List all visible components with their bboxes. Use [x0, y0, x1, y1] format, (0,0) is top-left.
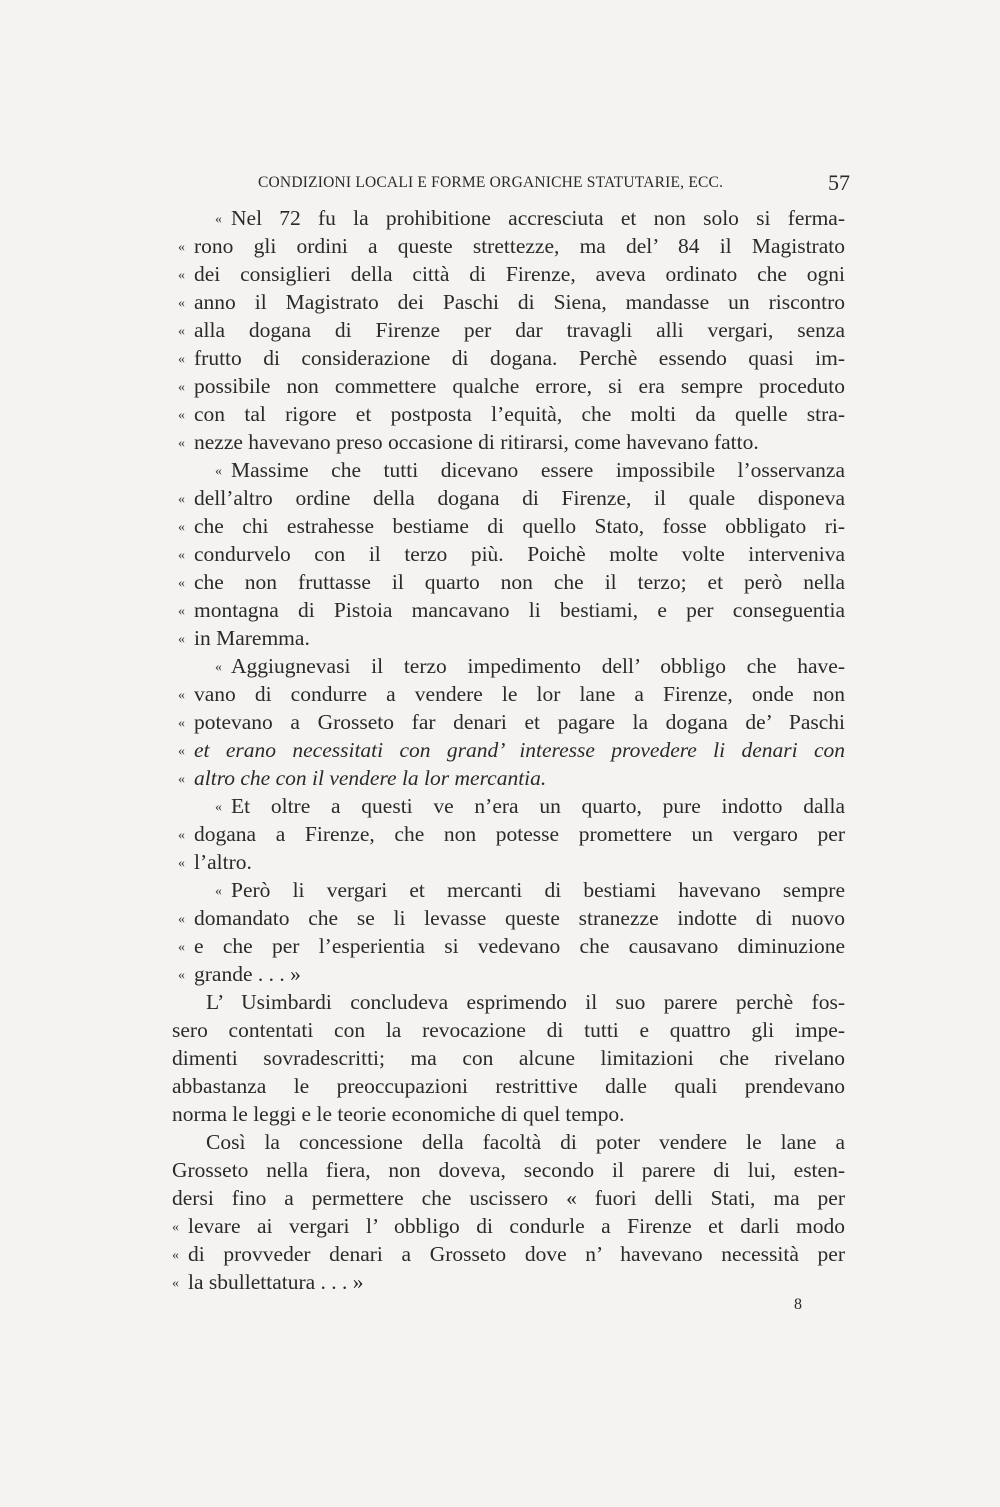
quote-mark: «: [178, 744, 185, 759]
text-line: [172, 1184, 845, 1212]
line-text: rono gli ordini a queste strettezze, ma del’ 84 il Magistrato: [194, 234, 845, 258]
text-line: [178, 316, 845, 346]
quote-mark: «: [178, 576, 185, 591]
text-line: [178, 596, 845, 626]
line-text: Massime che tutti dicevano essere impossibile l’osservanza: [231, 458, 845, 482]
quote-mark: «: [178, 772, 185, 787]
quote-mark: «: [215, 884, 222, 899]
line-text: domandato che se li levasse queste stranezze indotte di nuovo: [194, 906, 845, 930]
line-text: dogana a Firenze, che non potesse promettere un vergaro per: [194, 822, 845, 846]
line-text: Però li vergari et mercanti di bestiami havevano sempre: [231, 878, 845, 902]
page-number: 57: [828, 170, 850, 195]
text-line: [178, 540, 845, 570]
quote-mark: «: [178, 380, 185, 395]
quote-mark: «: [178, 632, 185, 647]
text-line: [178, 904, 845, 934]
line-text: altro che con il vendere la lor mercantia.: [194, 766, 547, 790]
quote-mark: «: [178, 268, 185, 283]
quote-mark: «: [178, 492, 185, 507]
text-line: [172, 1240, 845, 1270]
line-text: la sbullettatura . . . »: [188, 1270, 364, 1294]
text-line: [178, 848, 845, 878]
text-line: [172, 1212, 845, 1242]
text-line: [215, 792, 845, 822]
line-text: che chi estrahesse bestiame di quello Stato, fosse obbligato ri-: [194, 514, 845, 538]
quote-mark: «: [178, 408, 185, 423]
quote-mark: «: [215, 660, 222, 675]
text-line: [178, 680, 845, 710]
text-line: [178, 344, 845, 374]
line-text: Grosseto nella fiera, non doveva, secondo il parere di lui, esten-: [172, 1158, 845, 1182]
quote-mark: «: [178, 688, 185, 703]
text-line: [178, 232, 845, 262]
text-line: [178, 764, 845, 794]
line-text: alla dogana di Firenze per dar travagli alli vergari, senza: [194, 318, 845, 342]
quote-mark: «: [178, 968, 185, 983]
line-text: che non fruttasse il quarto non che il terzo; et però nella: [194, 570, 845, 594]
quote-mark: «: [178, 436, 185, 451]
line-text: nezze havevano preso occasione di ritirarsi, come havevano fatto.: [194, 430, 759, 454]
quote-mark: «: [178, 856, 185, 871]
text-line: [178, 400, 845, 430]
quote-mark: «: [178, 548, 185, 563]
text-line: [215, 652, 845, 682]
text-line: [178, 932, 845, 962]
line-text: et erano necessitati con grand’ interesse provedere li denari con: [194, 738, 845, 762]
quote-mark: «: [178, 912, 185, 927]
running-title: CONDIZIONI LOCALI E FORME ORGANICHE STATUTARIE, ECC.: [258, 174, 724, 191]
quote-mark: «: [172, 1248, 179, 1263]
quote-mark: «: [178, 324, 185, 339]
line-text: norma le leggi e le teorie economiche di quel tempo.: [172, 1102, 625, 1126]
line-text: dei consiglieri della città di Firenze, aveva ordinato che ogni: [194, 262, 845, 286]
text-line: [178, 428, 845, 458]
line-text: frutto di considerazione di dogana. Perchè essendo quasi im-: [194, 346, 845, 370]
line-text: vano di condurre a vendere le lor lane a Firenze, onde non: [194, 682, 845, 706]
signature-mark: 8: [794, 1296, 802, 1313]
line-text: l’altro.: [194, 850, 252, 874]
text-line: [215, 876, 845, 906]
quote-mark: «: [178, 940, 185, 955]
text-line: [178, 288, 845, 318]
line-text: dimenti sovradescritti; ma con alcune limitazioni che rivelano: [172, 1046, 845, 1070]
text-line: [178, 736, 845, 766]
line-text: Nel 72 fu la prohibitione accresciuta et non solo si ferma-: [231, 206, 845, 230]
line-text: grande . . . »: [194, 962, 301, 986]
quote-mark: «: [172, 1220, 179, 1235]
text-line: [178, 260, 845, 290]
quote-mark: «: [172, 1276, 179, 1291]
running-head: [258, 170, 850, 196]
text-line: [172, 1156, 845, 1184]
line-text: abbastanza le preoccupazioni restrittive dalle quali prendevano: [172, 1074, 845, 1098]
text-line: [206, 988, 845, 1016]
text-line: [172, 1268, 845, 1298]
text-line: [172, 1044, 845, 1072]
quote-mark: «: [215, 464, 222, 479]
line-text: possibile non commettere qualche errore, si era sempre proceduto: [194, 374, 845, 398]
text-line: [206, 1128, 845, 1156]
quote-mark: «: [215, 212, 222, 227]
text-line: [178, 708, 845, 738]
line-text: Et oltre a questi ve n’era un quarto, pure indotto dalla: [231, 794, 845, 818]
text-line: [178, 484, 845, 514]
text-line: [178, 820, 845, 850]
text-line: [178, 512, 845, 542]
line-text: dell’altro ordine della dogana di Firenze, il quale disponeva: [194, 486, 845, 510]
line-text: sero contentati con la revocazione di tutti e quattro gli impe-: [172, 1018, 845, 1042]
quote-mark: «: [178, 520, 185, 535]
line-text: in Maremma.: [194, 626, 310, 650]
quote-mark: «: [178, 352, 185, 367]
quote-mark: «: [178, 716, 185, 731]
quote-mark: «: [178, 240, 185, 255]
line-text: dersi fino a permettere che uscissero « fuori delli Stati, ma per: [172, 1186, 845, 1210]
line-text: e che per l’esperientia si vedevano che causavano diminuzione: [194, 934, 845, 958]
line-text: potevano a Grosseto far denari et pagare la dogana de’ Paschi: [194, 710, 845, 734]
line-text: Aggiugnevasi il terzo impedimento dell’ obbligo che have-: [231, 654, 845, 678]
line-text: con tal rigore et postposta l’equità, che molti da quelle stra-: [194, 402, 845, 426]
line-text: condurvelo con il terzo più. Poichè molte volte interveniva: [194, 542, 845, 566]
line-text: L’ Usimbardi concludeva esprimendo il suo parere perchè fos-: [206, 990, 845, 1014]
line-text: Così la concessione della facoltà di poter vendere le lane a: [206, 1130, 845, 1154]
text-line: [178, 624, 845, 654]
line-text: levare ai vergari l’ obbligo di condurle a Firenze et darli modo: [188, 1214, 845, 1238]
text-line: [172, 1016, 845, 1044]
text-line: [215, 456, 845, 486]
quote-mark: «: [178, 296, 185, 311]
text-line: [178, 372, 845, 402]
line-text: montagna di Pistoia mancavano li bestiami, e per conseguentia: [194, 598, 845, 622]
text-line: [178, 568, 845, 598]
quote-mark: «: [215, 800, 222, 815]
line-text: anno il Magistrato dei Paschi di Siena, mandasse un riscontro: [194, 290, 845, 314]
text-line: [215, 204, 845, 234]
text-line: [178, 960, 845, 990]
line-text: di provveder denari a Grosseto dove n’ havevano necessità per: [188, 1242, 845, 1266]
text-line: [172, 1072, 845, 1100]
quote-mark: «: [178, 604, 185, 619]
text-line: [172, 1100, 845, 1128]
quote-mark: «: [178, 828, 185, 843]
